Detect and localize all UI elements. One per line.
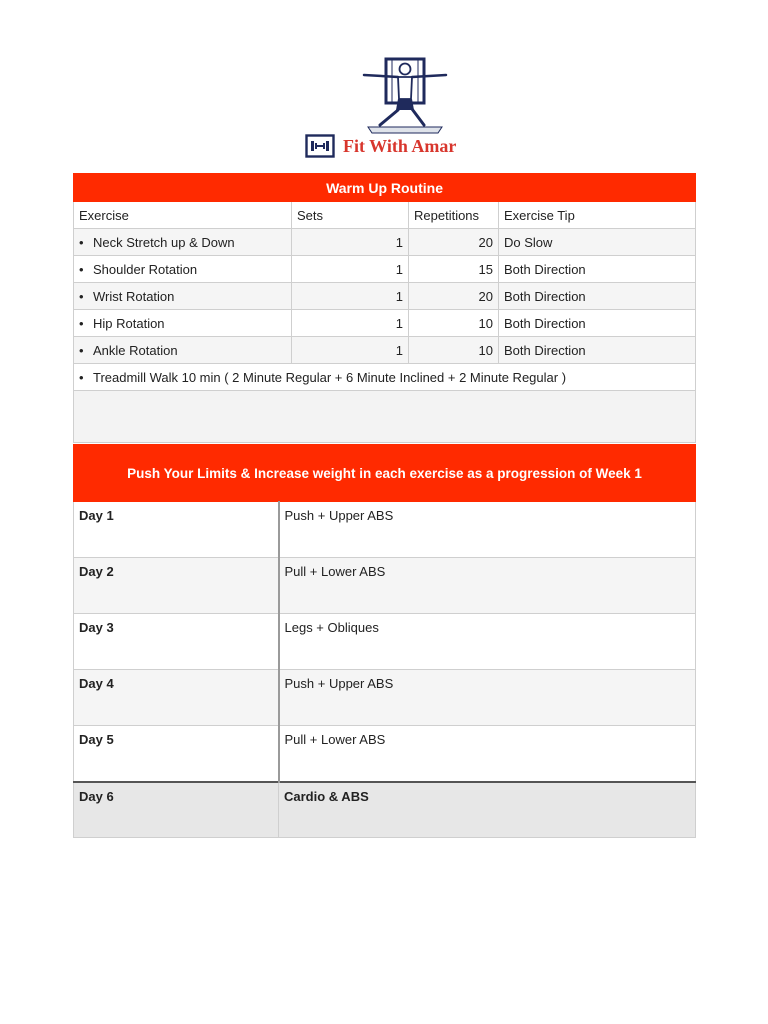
weekly-plan-table <box>73 444 696 838</box>
table-row <box>74 558 696 614</box>
table-row <box>74 337 696 364</box>
table-row <box>74 229 696 256</box>
treadmill-text: Treadmill Walk 10 min ( 2 Minute Regular + 6 Minute Inclined + 2 Minute Regular ) <box>93 369 567 385</box>
tip-cell: Do Slow <box>499 229 696 256</box>
sets-cell: 1 <box>292 256 409 283</box>
reps-cell: 15 <box>409 256 499 283</box>
bullet: • <box>79 369 84 385</box>
table-row <box>74 283 696 310</box>
table-row <box>74 256 696 283</box>
yoga-warrior-pose-icon <box>358 55 452 135</box>
reps-cell: 20 <box>409 229 499 256</box>
reps-cell: 20 <box>409 283 499 310</box>
day-workout: Pull + Lower ABS <box>279 726 696 783</box>
day-workout: Legs + Obliques <box>279 614 696 670</box>
bullet: • <box>79 261 84 277</box>
exercise-name: Wrist Rotation <box>93 288 175 304</box>
table-row <box>74 614 696 670</box>
plan-banner: Push Your Limits & Increase weight in each exercise as a progression of Week 1 <box>74 445 696 502</box>
day-label: Day 3 <box>74 614 279 670</box>
bullet: • <box>79 288 84 304</box>
column-header-sets: Sets <box>292 202 409 229</box>
column-header-repetitions: Repetitions <box>409 202 499 229</box>
sets-cell: 1 <box>292 310 409 337</box>
exercise-cell <box>74 283 292 310</box>
reps-cell: 10 <box>409 337 499 364</box>
empty-row <box>74 391 696 443</box>
warmup-title-row <box>74 174 696 202</box>
dumbbell-icon <box>305 134 335 158</box>
warmup-column-headers <box>74 202 696 229</box>
day-label: Day 1 <box>74 502 279 558</box>
reps-cell: 10 <box>409 310 499 337</box>
sets-cell: 1 <box>292 283 409 310</box>
sets-cell: 1 <box>292 337 409 364</box>
exercise-cell <box>74 229 292 256</box>
brand-name: Fit With Amar <box>343 135 457 156</box>
brand-logo <box>305 133 456 159</box>
tip-cell: Both Direction <box>499 256 696 283</box>
sets-cell: 1 <box>292 229 409 256</box>
table-row <box>74 502 696 558</box>
tip-cell: Both Direction <box>499 283 696 310</box>
exercise-name: Ankle Rotation <box>93 342 178 358</box>
day-label: Day 6 <box>74 782 279 838</box>
day-workout: Push + Upper ABS <box>279 670 696 726</box>
exercise-cell <box>74 256 292 283</box>
plan-banner-row <box>74 445 696 502</box>
tip-cell: Both Direction <box>499 310 696 337</box>
exercise-cell <box>74 310 292 337</box>
bullet: • <box>79 315 84 331</box>
day-label: Day 2 <box>74 558 279 614</box>
tip-cell: Both Direction <box>499 337 696 364</box>
treadmill-cell <box>74 364 696 391</box>
exercise-name: Hip Rotation <box>93 315 165 331</box>
warmup-table <box>73 173 696 443</box>
treadmill-row <box>74 364 696 391</box>
day-workout: Cardio & ABS <box>279 782 696 838</box>
column-header-tip: Exercise Tip <box>499 202 696 229</box>
bullet: • <box>79 342 84 358</box>
exercise-name: Shoulder Rotation <box>93 261 198 277</box>
warmup-title: Warm Up Routine <box>74 174 696 202</box>
exercise-cell <box>74 337 292 364</box>
empty-cell <box>74 391 696 443</box>
day-workout: Push + Upper ABS <box>279 502 696 558</box>
table-row <box>74 726 696 783</box>
day-workout: Pull + Lower ABS <box>279 558 696 614</box>
table-row <box>74 310 696 337</box>
column-header-exercise: Exercise <box>74 202 292 229</box>
day-label: Day 5 <box>74 726 279 783</box>
exercise-name: Neck Stretch up & Down <box>93 234 235 250</box>
table-row <box>74 782 696 838</box>
table-row <box>74 670 696 726</box>
bullet: • <box>79 234 84 250</box>
day-label: Day 4 <box>74 670 279 726</box>
